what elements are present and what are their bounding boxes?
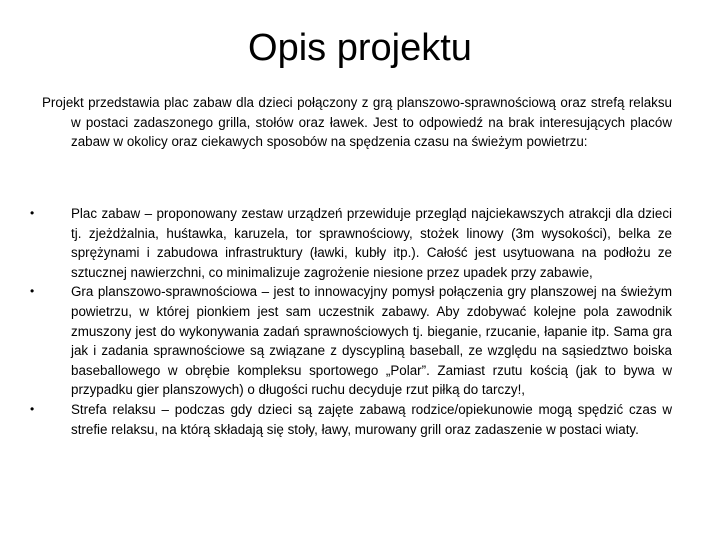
bullet-icon: • <box>30 206 35 220</box>
bullet-item-relax-zone <box>30 400 672 439</box>
bullet-item-board-game <box>30 282 672 400</box>
bullet-list <box>30 204 672 439</box>
slide-title: Opis projektu <box>248 27 472 69</box>
bullet-text-board-game: Gra planszowo-sprawnościowa – jest to innowacyjny pomysł połączenia gry planszowej na świeżym powietrzu, w której pionkiem jest sam uczestnik zabawy. Aby zdobywać kolejne pola zawodnik zmuszony jest do wykonywania zadań sprawnościowych tj. bieganie, rzucanie, łapanie itp. Sama gra jak i zadania sprawnościowe są związane z dyscypliną baseball, ze względu na sąsiedztwo boiska baseballowego w obrębie kompleksu sportowego „Polar”. Zamiast rzutu kością (jak to bywa w przypadku gier planszowych) o długości ruchu decyduje rzut piłką do tarczy!, <box>71 284 672 398</box>
bullet-item-playground <box>30 204 672 282</box>
bullet-icon: • <box>30 284 35 299</box>
bullet-text-playground: Plac zabaw – proponowany zestaw urządzeń przewiduje przegląd najciekawszych atrakcji dla dzieci tj. zjeżdżalnia, huśtawka, karuzela, tor sprawnościowy, stożek linowy (3m wysokości), belka ze sprężynami i zabudowa infrastruktury (ławki, kubły itp.). Całość jest usytuowana na podłożu ze sztucznej nawierzchni, co minimalizuje zagrożenie niesione przez upadek przy zabawie, <box>71 206 672 280</box>
bullet-text-relax-zone: Strefa relaksu – podczas gdy dzieci są zajęte zabawą rodzice/opiekunowie mogą spędzić czas w strefie relaksu, na którą składają się stoły, ławy, murowany grill oraz zadaszenie w postaci wiaty. <box>71 401 672 437</box>
intro-paragraph: Projekt przedstawia plac zabaw dla dzieci połączony z grą planszowo-sprawnościową oraz strefą relaksu w postaci zadaszonego grilla, stołów oraz ławek. Jest to odpowiedź na brak interesujących placów zabaw w okolicy oraz ciekawych sposobów na spędzenia czasu na świeżym powietrzu: <box>42 95 672 150</box>
bullet-icon: • <box>30 401 35 416</box>
